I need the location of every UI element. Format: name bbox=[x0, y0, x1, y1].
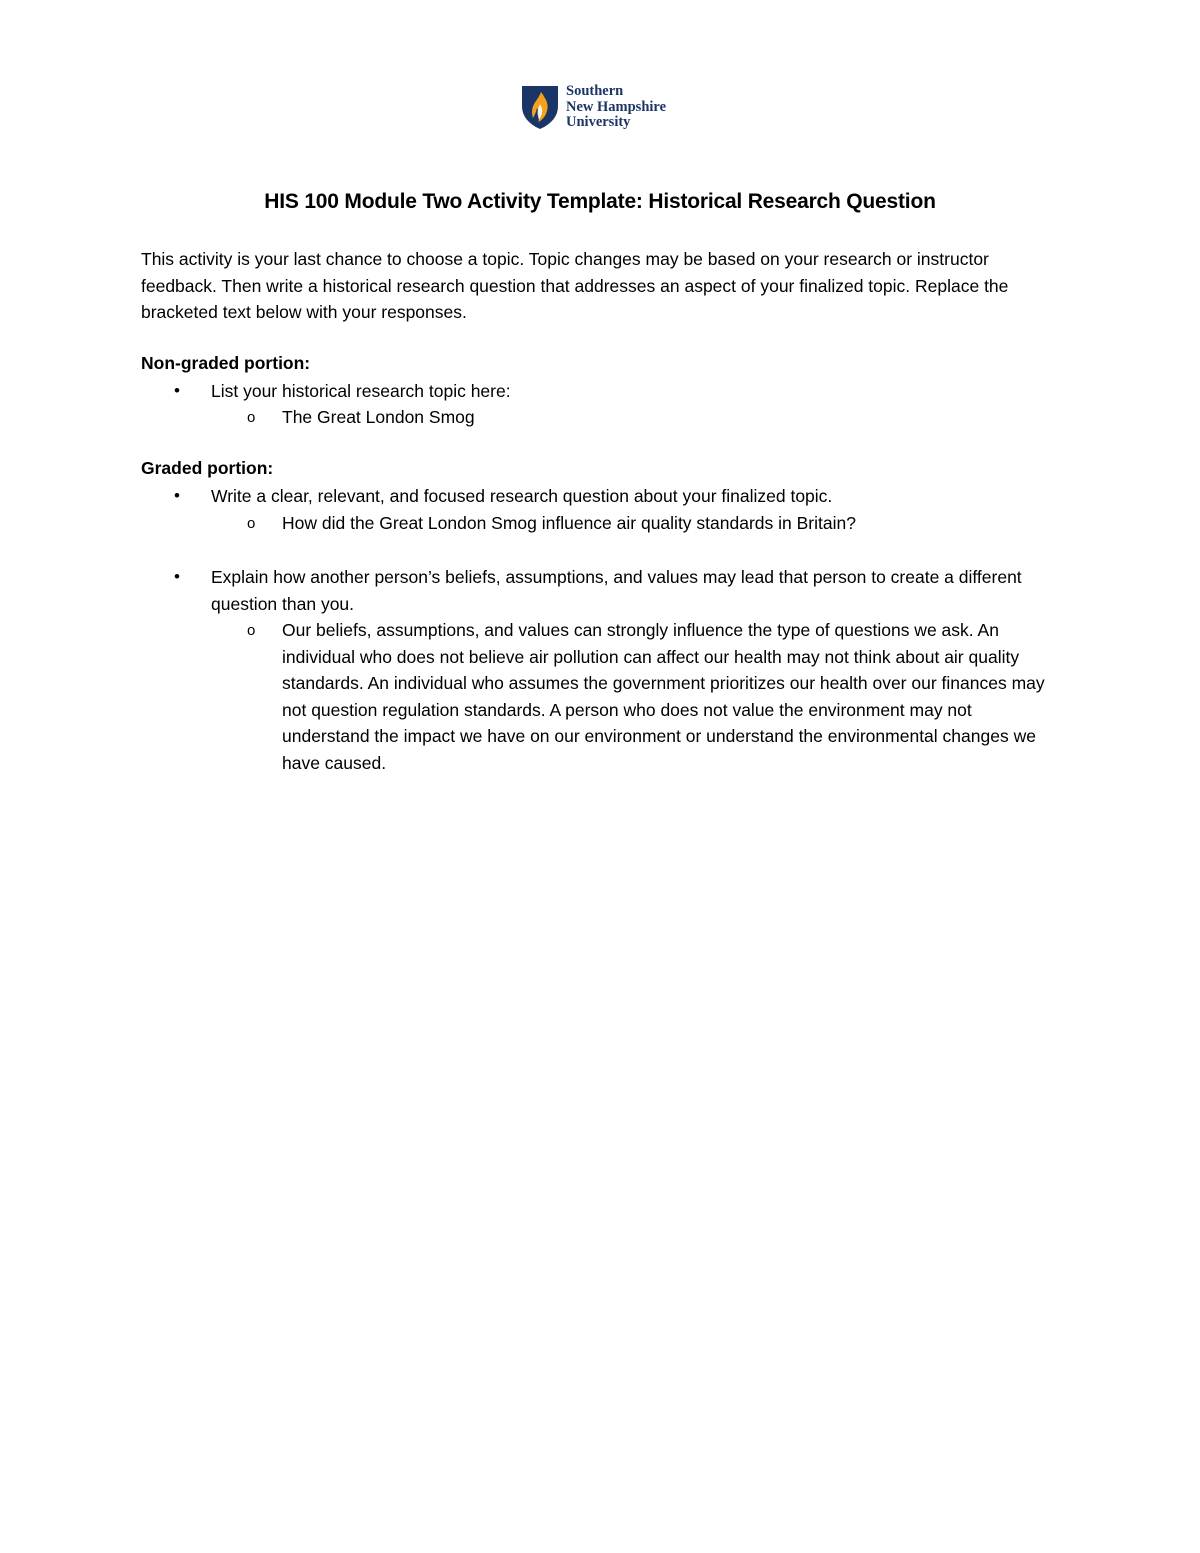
list-item bbox=[247, 510, 1077, 537]
shield-flame-icon bbox=[520, 84, 560, 130]
sub-bullet-marker: o bbox=[247, 409, 256, 426]
bullet-marker: • bbox=[174, 567, 180, 586]
list-item bbox=[247, 617, 1057, 776]
list-item bbox=[247, 404, 1077, 431]
logo-wordmark bbox=[566, 84, 666, 131]
topic-prompt: List your historical research topic here: bbox=[211, 381, 511, 401]
university-logo bbox=[520, 84, 666, 131]
logo-line-1: Southern bbox=[566, 83, 624, 99]
sub-bullet-marker: o bbox=[247, 622, 256, 639]
question-answer: How did the Great London Smog influence air quality standards in Britain? bbox=[282, 513, 856, 533]
list-item bbox=[174, 564, 1054, 617]
bullet-marker: • bbox=[174, 486, 180, 505]
sub-bullet-marker: o bbox=[247, 515, 256, 532]
topic-answer: The Great London Smog bbox=[282, 407, 475, 427]
explain-answer: Our beliefs, assumptions, and values can strongly influence the type of questions we ask. An individual who does not believe air pollution can affect our health may not think about air quality standards. An individual who assumes the government prioritizes our health over our finances may not question regulation standards. A person who does not value the environment may not understand the impact we have on our environment or understand the environmental changes we have caused. bbox=[282, 620, 1045, 773]
intro-paragraph: This activity is your last chance to choose a topic. Topic changes may be based on your research or instructor feedback. Then write a historical research question that addresses an aspect of your finalized topic. Replace the bracketed text below with your responses. bbox=[141, 249, 1009, 322]
logo-line-2: New Hampshire bbox=[566, 98, 667, 115]
question-prompt: Write a clear, relevant, and focused research question about your finalized topic. bbox=[211, 486, 833, 506]
list-item bbox=[174, 483, 1074, 510]
graded-heading: Graded portion: bbox=[141, 458, 274, 478]
bullet-marker: • bbox=[174, 381, 180, 400]
logo-line-3: University bbox=[566, 114, 631, 130]
list-item bbox=[174, 378, 1074, 405]
explain-prompt: Explain how another person’s beliefs, assumptions, and values may lead that person to create a different question than you. bbox=[211, 567, 1022, 614]
non-graded-heading: Non-graded portion: bbox=[141, 353, 311, 373]
document-title: HIS 100 Module Two Activity Template: Historical Research Question bbox=[264, 190, 936, 213]
